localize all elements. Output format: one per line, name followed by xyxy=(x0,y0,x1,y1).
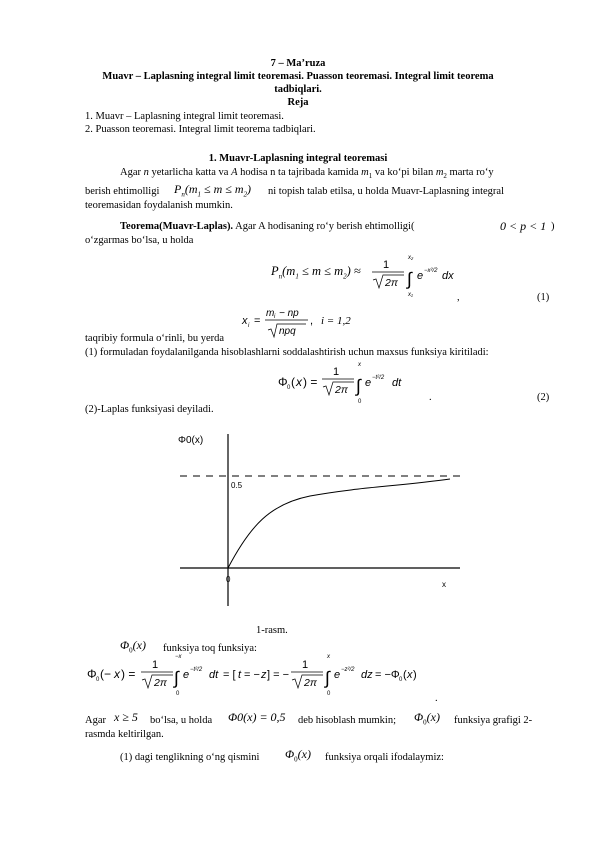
svg-text:) =: ) = xyxy=(121,667,136,681)
svg-text:∫: ∫ xyxy=(325,668,330,688)
svg-text:x: x xyxy=(114,667,120,681)
laplace-curve xyxy=(228,479,450,568)
laplace-graph xyxy=(160,426,470,611)
condition-value: Φ0(x) = 0,5 xyxy=(228,710,286,724)
condition-x: x ≥ 5 xyxy=(114,710,138,724)
svg-text:−z²/2: −z²/2 xyxy=(341,667,355,673)
svg-text:z: z xyxy=(261,669,267,681)
svg-text:2π: 2π xyxy=(304,677,317,689)
svg-text:1: 1 xyxy=(302,659,309,671)
svg-text:−t²/2: −t²/2 xyxy=(190,667,203,673)
condition-then: bo‘lsa, u holda xyxy=(150,715,213,726)
svg-text:): ) xyxy=(413,669,417,681)
laplace-name: (2)-Laplas funksiyasi deyiladi. xyxy=(85,404,214,415)
svg-text:0: 0 xyxy=(176,691,180,697)
svg-text:2π: 2π xyxy=(385,277,398,289)
odd-function-formula xyxy=(85,651,445,701)
plan-item-1: 1. Muavr – Laplasning integral limit teoremasi. xyxy=(85,111,284,122)
svg-text:dt: dt xyxy=(392,377,402,389)
condition-assume: deb hisoblash mumkin; xyxy=(298,715,396,726)
approx-formula-text: taqribiy formula o‘rinli, bu yerda xyxy=(85,333,225,344)
svg-text:−t²/2: −t²/2 xyxy=(372,375,385,381)
svg-text:1: 1 xyxy=(152,659,159,671)
svg-text:npq: npq xyxy=(279,326,296,337)
plan-item-2: 2. Puasson teoremasi. Integral limit teorema tadbiqlari. xyxy=(85,124,316,135)
odd-formula-period: . xyxy=(435,693,438,704)
theorem-close-paren: ) xyxy=(551,221,555,232)
condition-graph-ref: funksiya grafigi 2- xyxy=(454,715,533,726)
formula-1-comma: , xyxy=(457,292,460,303)
phi-symbol-3: $\Phi_0(x)$ xyxy=(285,747,311,764)
paragraph-1-line-2: berish ehtimolligi xyxy=(85,186,160,197)
svg-text:x: x xyxy=(358,362,361,368)
paragraph-1-line-2-rest: ni topish talab etilsa, u holda Muavr-Laplasning integral xyxy=(268,186,504,197)
lecture-title-line2: tadbiqlari. xyxy=(274,84,322,95)
theorem-line-2: o‘zgarmas bo‘lsa, u holda xyxy=(85,235,194,246)
formula-2 xyxy=(276,358,436,406)
svg-text:x₁: x₁ xyxy=(408,292,413,298)
origin-label: 0 xyxy=(226,575,231,584)
last-line-a: (1) dagi tenglikning o‘ng qismini xyxy=(120,752,260,763)
lecture-title-line1: Muavr – Laplasning integral limit teoremasi. Puasson teoremasi. Integral limit teorema xyxy=(102,71,494,82)
svg-text:x₂: x₂ xyxy=(408,255,414,261)
svg-text:dx: dx xyxy=(442,270,454,282)
svg-text:e: e xyxy=(417,270,424,282)
formula-1-rhs xyxy=(370,252,480,300)
figure-caption: 1-rasm. xyxy=(256,625,288,636)
svg-text:−x: −x xyxy=(175,654,182,660)
svg-text:x: x xyxy=(327,654,330,660)
svg-text:t: t xyxy=(238,669,242,681)
last-line-b: funksiya orqali ifodalaymiz: xyxy=(325,752,444,763)
paragraph-1-line-1: Agar n yetarlicha katta va A hodisa n ta tajribada kamida $m_1$ va ko‘pi bilan $m_2$ marta ro‘y xyxy=(120,167,494,181)
phi-symbol-1: $\Phi_0(x)$ xyxy=(120,638,146,655)
svg-text:] = −: ] = − xyxy=(267,669,290,681)
svg-text:0: 0 xyxy=(399,677,403,683)
laplace-intro: (1) formuladan foydalanilganda hisoblashlarni soddalashtirish uchun maxsus funksiya kiritiladi: xyxy=(85,347,489,358)
svg-text:e: e xyxy=(334,669,341,681)
svg-text:x: x xyxy=(407,669,413,681)
section-heading: 1. Muavr-Laplasning integral teoremasi xyxy=(208,153,388,164)
svg-text:∫: ∫ xyxy=(356,376,361,396)
svg-text:x: x xyxy=(242,315,248,327)
svg-text:=: = xyxy=(254,315,261,327)
theorem-line-1: Teorema(Muavr-Laplas). Agar A hodisaning ro‘y berish ehtimolligi( xyxy=(120,221,415,232)
svg-text:) =: ) = xyxy=(303,375,318,389)
svg-text:∫: ∫ xyxy=(407,269,412,289)
probability-expression: $P_n(m_1 \le m \le m_2)$ xyxy=(174,182,252,199)
formula-1-label: (1) xyxy=(537,292,550,303)
svg-text:2π: 2π xyxy=(335,384,348,396)
svg-text:−x²/2: −x²/2 xyxy=(424,268,438,274)
svg-text:e: e xyxy=(183,669,190,681)
svg-text:= [: = [ xyxy=(223,669,236,681)
svg-text:i: i xyxy=(248,323,250,329)
svg-text:Φ: Φ xyxy=(87,667,97,681)
tick-label-half: 0.5 xyxy=(231,481,243,490)
plan-heading: Reja xyxy=(287,97,309,108)
svg-text:0: 0 xyxy=(327,691,331,697)
theorem-condition: 0 < p < 1 xyxy=(500,219,547,233)
svg-text:1: 1 xyxy=(383,259,390,271)
svg-text:− np: − np xyxy=(279,308,299,319)
svg-text:0: 0 xyxy=(96,677,100,683)
svg-text:(−: (− xyxy=(100,667,112,681)
formula-2-period: . xyxy=(429,392,432,403)
index-range: i = 1,2 xyxy=(321,315,351,327)
svg-text:= −Φ: = −Φ xyxy=(375,669,400,681)
phi-symbol-2: $\Phi_0(x)$ xyxy=(414,710,440,727)
svg-text:e: e xyxy=(365,377,372,389)
svg-text:2π: 2π xyxy=(154,677,167,689)
svg-text:0: 0 xyxy=(358,399,362,405)
svg-text:0: 0 xyxy=(287,385,291,391)
svg-text:m: m xyxy=(266,308,275,319)
formula-2-label: (2) xyxy=(537,392,550,403)
paragraph-1-line-3: teoremasidan foydalanish mumkin. xyxy=(85,200,233,211)
svg-text:1: 1 xyxy=(333,366,340,378)
svg-text:(: ( xyxy=(403,669,407,681)
condition-line-2: rasmda keltirilgan. xyxy=(85,729,164,740)
condition-agar: Agar xyxy=(85,715,106,726)
svg-text:∫: ∫ xyxy=(174,668,179,688)
lecture-number: 7 – Ma’ruza xyxy=(270,58,326,69)
svg-text:(: ( xyxy=(291,375,295,389)
svg-text:Φ: Φ xyxy=(278,375,288,389)
svg-text:x: x xyxy=(296,375,302,389)
svg-text:dt: dt xyxy=(209,669,219,681)
svg-text:,: , xyxy=(310,315,314,327)
svg-text:dz: dz xyxy=(361,669,373,681)
x-axis-label: x xyxy=(442,580,446,589)
svg-text:i: i xyxy=(274,314,276,320)
y-axis-label: Φ0(x) xyxy=(178,435,204,446)
odd-function-text: funksiya toq funksiya: xyxy=(163,643,257,654)
formula-1-lhs: $P_n(m_1 \le m \le m_2)$ ≈ xyxy=(271,264,361,281)
svg-text:= −: = − xyxy=(244,669,260,681)
xi-definition xyxy=(240,303,400,343)
